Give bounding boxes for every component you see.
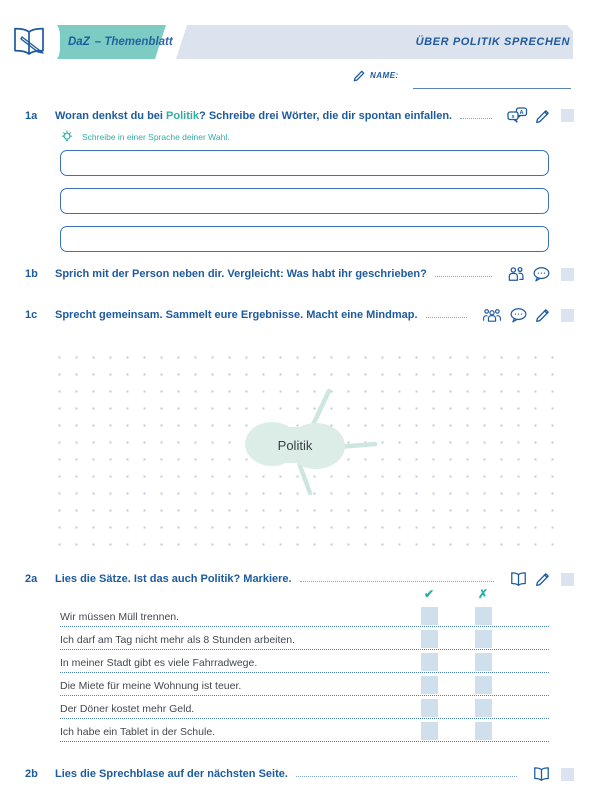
table-row xyxy=(60,627,549,650)
answer-line-1[interactable] xyxy=(60,150,549,176)
task-1a-number: 1a xyxy=(25,109,38,122)
table-row xyxy=(60,604,549,627)
check-checkbox[interactable] xyxy=(421,699,438,717)
task-2a xyxy=(25,571,574,587)
task-done-checkbox[interactable] xyxy=(561,109,574,122)
speech-bubble-icon xyxy=(532,266,551,282)
brand-rest: – Themenblatt xyxy=(94,36,173,48)
svg-text:A: A xyxy=(519,110,524,116)
mindmap-canvas[interactable] xyxy=(45,343,558,556)
dotted-leader xyxy=(460,113,492,119)
table-row xyxy=(60,673,549,696)
cross-checkbox[interactable] xyxy=(475,699,492,717)
task-1b-text: Sprich mit der Person neben dir. Vergleicht: Was habt ihr geschrieben? xyxy=(55,268,427,280)
sentence-text: Wir müssen Müll trennen. xyxy=(60,611,180,623)
mindmap-center-label: Politik xyxy=(277,438,313,453)
task-1a-hint xyxy=(60,129,230,144)
task-done-checkbox[interactable] xyxy=(561,768,574,781)
table-row xyxy=(60,719,549,742)
cross-checkbox[interactable] xyxy=(475,676,492,694)
task-1c xyxy=(25,307,574,323)
pencil-icon xyxy=(535,571,551,587)
sentence-text: Die Miete für meine Wohnung ist teuer. xyxy=(60,680,242,692)
check-checkbox[interactable] xyxy=(421,722,438,740)
check-checkbox[interactable] xyxy=(421,676,438,694)
answer-line-2[interactable] xyxy=(60,188,549,214)
task-2b-number: 2b xyxy=(25,768,38,780)
task-2a-number: 2a xyxy=(25,573,38,585)
partner-icon xyxy=(507,266,525,282)
task-2b xyxy=(25,766,574,782)
task-2b-text: Lies die Sprechblase auf der nächsten Seite. xyxy=(55,768,288,780)
book-pencil-logo-icon xyxy=(10,24,48,58)
task-1b xyxy=(25,266,574,282)
task-1c-text: Sprecht gemeinsam. Sammelt eure Ergebnisse. Macht eine Mindmap. xyxy=(55,309,418,321)
table-row xyxy=(60,650,549,673)
dotted-leader xyxy=(426,312,467,318)
answer-line-3[interactable] xyxy=(60,226,549,252)
cross-checkbox[interactable] xyxy=(475,630,492,648)
dotted-leader xyxy=(296,771,517,777)
cross-checkbox[interactable] xyxy=(475,722,492,740)
task-done-checkbox[interactable] xyxy=(561,309,574,322)
check-checkbox[interactable] xyxy=(421,607,438,625)
cross-column-header: ✗ xyxy=(478,587,489,601)
task-done-checkbox[interactable] xyxy=(561,268,574,281)
task-done-checkbox[interactable] xyxy=(561,573,574,586)
task-2a-text: Lies die Sätze. Ist das auch Politik? Markiere. xyxy=(55,573,292,585)
table-row xyxy=(60,696,549,719)
speech-bubble-icon xyxy=(509,307,528,323)
name-label: NAME: xyxy=(370,71,399,80)
name-input-line[interactable] xyxy=(413,88,571,89)
dotted-leader xyxy=(435,271,492,277)
name-field xyxy=(353,69,399,82)
cross-checkbox[interactable] xyxy=(475,653,492,671)
check-column-header: ✔ xyxy=(424,587,435,601)
task-1c-number: 1c xyxy=(25,309,38,321)
sentence-text: Ich darf am Tag nicht mehr als 8 Stunden arbeiten. xyxy=(60,634,296,646)
pencil-icon xyxy=(535,108,551,124)
task-1b-number: 1b xyxy=(25,268,38,280)
pencil-icon xyxy=(353,69,366,82)
book-icon xyxy=(532,766,551,782)
brand-bold: DaZ xyxy=(68,36,90,48)
sentence-text: Der Döner kostet mehr Geld. xyxy=(60,703,195,715)
task-1a xyxy=(25,107,574,124)
dotted-leader xyxy=(300,576,494,582)
svg-text:x: x xyxy=(511,114,515,120)
lightbulb-icon xyxy=(60,129,74,144)
page-title: ÜBER POLITIK SPRECHEN xyxy=(415,36,570,48)
pencil-icon xyxy=(535,307,551,323)
check-checkbox[interactable] xyxy=(421,653,438,671)
sentence-text: Ich habe ein Tablet in der Schule. xyxy=(60,726,216,738)
group-icon xyxy=(482,307,502,323)
task-1a-highlight: Politik xyxy=(166,109,200,122)
task-1a-text: Woran denkst du bei Politik? Schreibe drei Wörter, die dir spontan einfallen. xyxy=(55,109,453,122)
sentence-table xyxy=(60,604,549,742)
brand-label xyxy=(68,25,173,59)
cross-checkbox[interactable] xyxy=(475,607,492,625)
book-icon xyxy=(509,571,528,587)
hint-text: Schreibe in einer Sprache deiner Wahl. xyxy=(82,131,230,142)
translate-icon xyxy=(507,107,528,124)
check-checkbox[interactable] xyxy=(421,630,438,648)
sentence-text: In meiner Stadt gibt es viele Fahrradwege. xyxy=(60,657,258,669)
